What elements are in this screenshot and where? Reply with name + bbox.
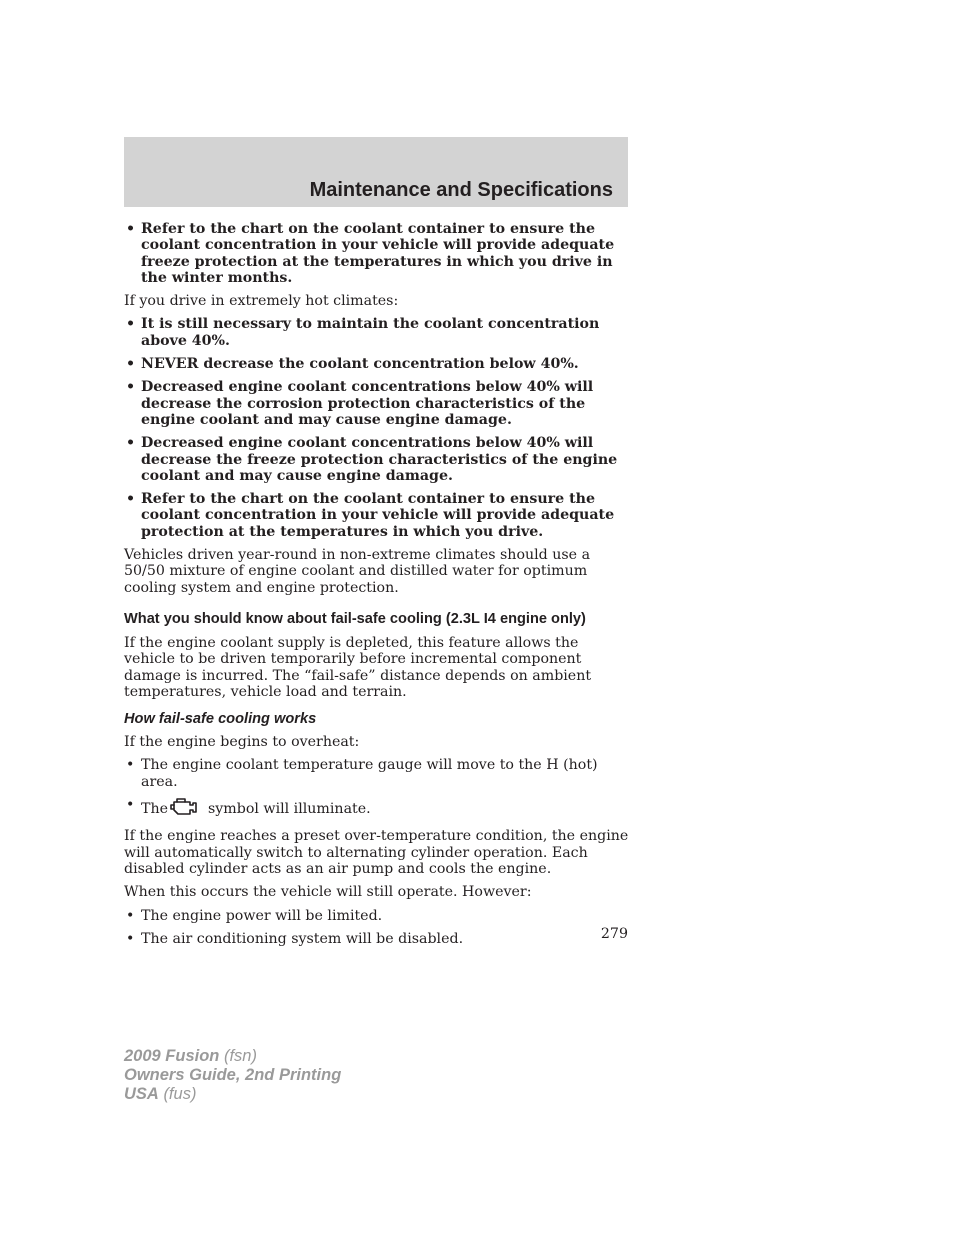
list-item: • It is still necessary to maintain the coolant concentration above 40%. (124, 316, 630, 349)
page-number: 279 (600, 926, 628, 942)
footer-line-model: 2009 Fusion (fsn) (124, 1047, 257, 1065)
list-item-text: The (141, 801, 168, 818)
failsafe-paragraph: If the engine coolant supply is depleted, this feature allows the vehicle to be driven temporarily before incremental component damage is incurred. The “fail-safe” distance depends on ambient temperatures, vehicle load and terrain. (124, 634, 592, 700)
operate-paragraph: When this occurs the vehicle will still operate. However: (124, 884, 532, 901)
list-item: • Decreased engine coolant concentrations below 40% will decrease the freeze protection characteristics of the engine coolant and may cause engine damage. (124, 435, 630, 484)
mixture-paragraph: Vehicles driven year-round in non-extreme climates should use a 50/50 mixture of engine coolant and distilled water for optimum cooling system and engine protection. (124, 547, 591, 596)
cylinder-paragraph: If the engine reaches a preset over-temperature condition, the engine will automatically switch to alternating cylinder operation. Each disabled cylinder acts as an air pump and cools the engine. (124, 828, 629, 877)
overheat-intro: If the engine begins to overheat: (124, 734, 360, 751)
subheading: How fail-safe cooling works (124, 711, 317, 728)
footer-line-market: USA (fus) (124, 1085, 197, 1103)
check-engine-icon (169, 797, 199, 821)
document-footer (124, 1047, 341, 1104)
section-title: Maintenance and Specifications (309, 179, 613, 201)
bullet-list-top (124, 221, 630, 286)
list-item: • The engine coolant temperature gauge will move to the H (hot) area. (124, 757, 630, 790)
list-item-text: symbol will illuminate. (208, 801, 371, 818)
page-content (124, 221, 630, 954)
list-item: • NEVER decrease the coolant concentration below 40%. (124, 356, 630, 372)
hot-climate-intro: If you drive in extremely hot climates: (124, 293, 399, 310)
section-heading: What you should know about fail-safe cooling (2.3L I4 engine only) (124, 610, 586, 627)
list-item: • Refer to the chart on the coolant container to ensure the coolant concentration in your vehicle will provide adequate protection at the temperatures in which you drive. (124, 491, 630, 540)
list-item: • The air conditioning system will be disabled. (124, 931, 630, 947)
footer-line-guide: Owners Guide, 2nd Printing (124, 1066, 342, 1084)
list-item: • Decreased engine coolant concentrations below 40% will decrease the corrosion protection characteristics of the engine coolant and may cause engine damage. (124, 379, 630, 428)
bullet-list-overheat (124, 757, 630, 821)
bullet-list-operate (124, 908, 630, 948)
section-header-band (124, 137, 628, 207)
list-item: • Refer to the chart on the coolant container to ensure the coolant concentration in your vehicle will provide adequate freeze protection at the temperatures in which you drive in the winter months. (124, 221, 630, 286)
list-item: • The engine power will be limited. (124, 908, 630, 924)
bullet-list-hot-climate (124, 316, 630, 540)
list-item (124, 797, 630, 821)
